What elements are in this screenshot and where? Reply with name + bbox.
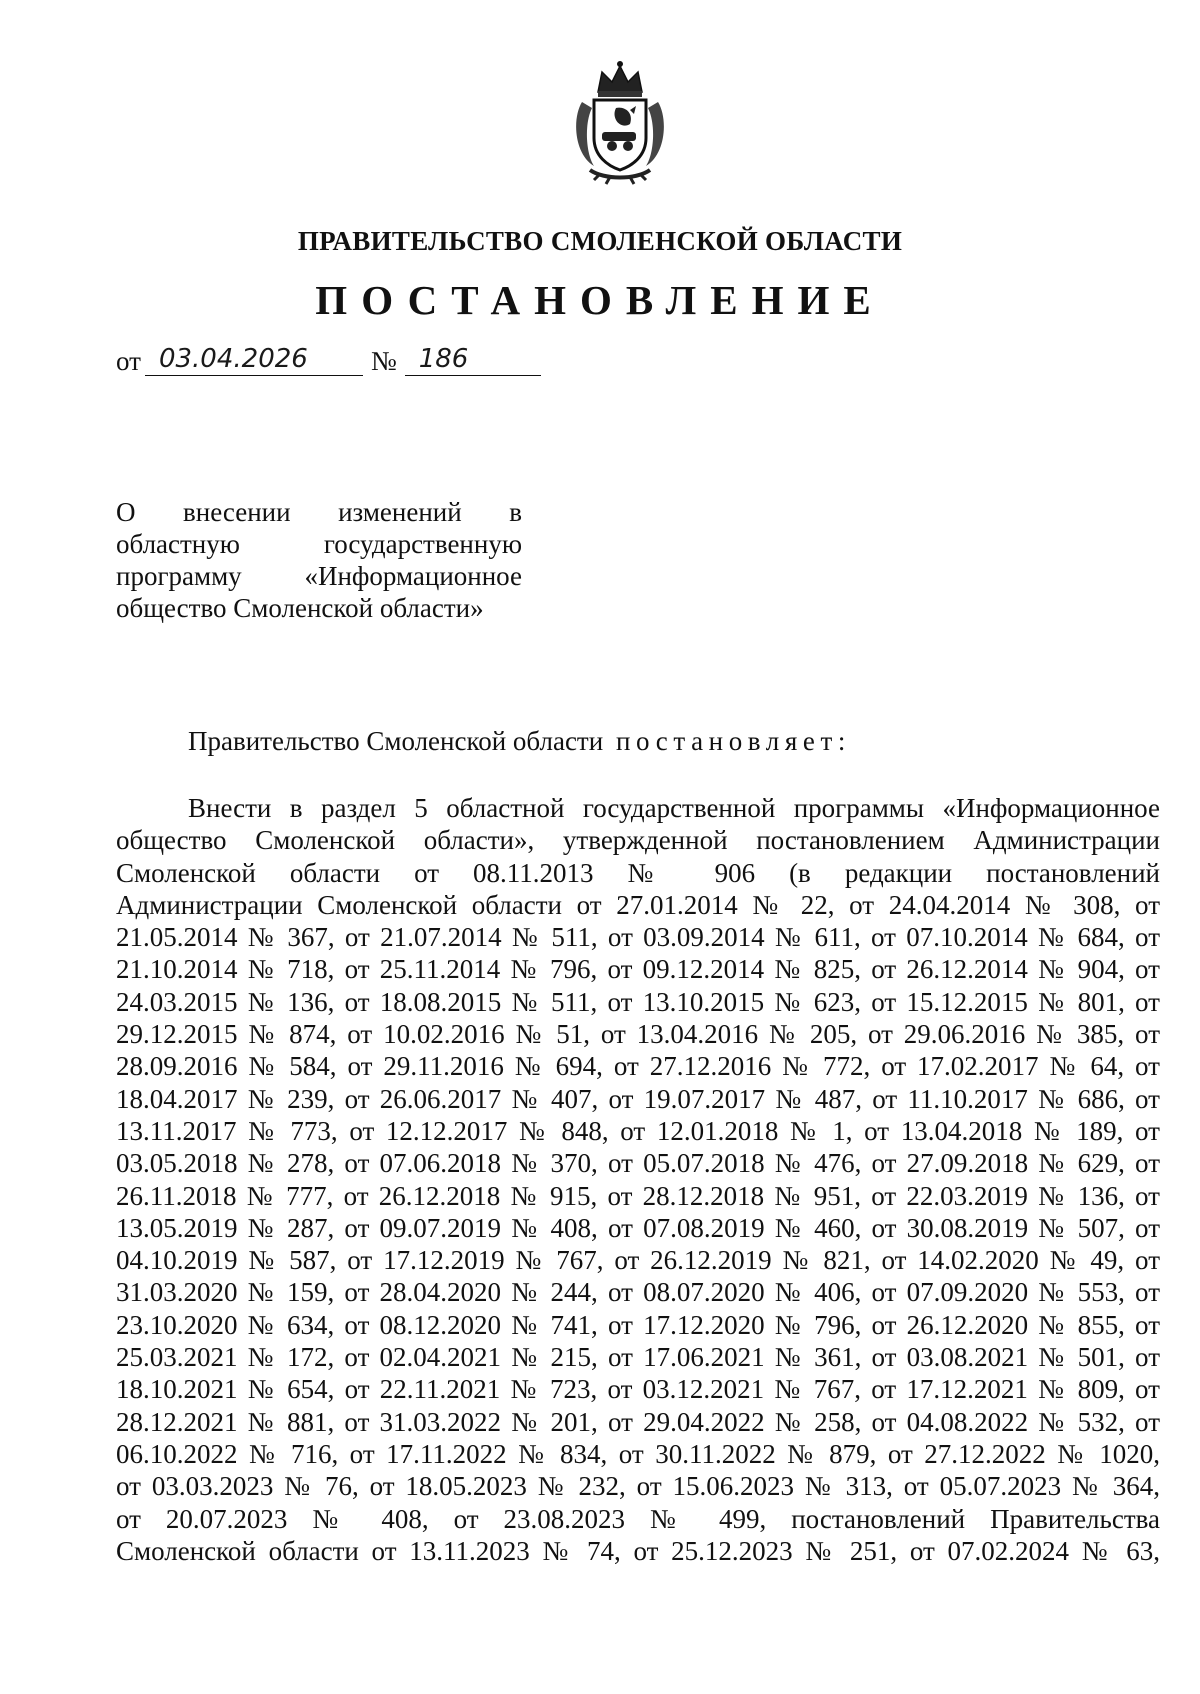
body-line: 04.10.2019 № 587, от 17.12.2019 № 767, от 26.12.2019 № 821, от 14.02.2020 № 49, от (116, 1245, 1160, 1276)
body-line: 21.10.2014 № 718, от 25.11.2014 № 796, от 09.12.2014 № 825, от 26.12.2014 № 904, от (116, 954, 1160, 985)
body-line: 06.10.2022 № 716, от 17.11.2022 № 834, от 30.11.2022 № 879, от 27.12.2022 № 1020, (116, 1438, 1160, 1469)
body-line: Администрации Смоленской области от 27.01.2014 № 22, от 24.04.2014 № 308, от (116, 889, 1160, 920)
date-label: от (116, 346, 141, 376)
body-line: 18.04.2017 № 239, от 26.06.2017 № 407, от 19.07.2017 № 487, от 11.10.2017 № 686, от (116, 1083, 1160, 1114)
subject-line: программу «Информационное (116, 561, 522, 591)
body-line: от 20.07.2023 № 408, от 23.08.2023 № 499, постановлений Правительства (116, 1503, 1160, 1534)
coat-of-arms-emblem (564, 58, 676, 186)
document-subject (116, 496, 522, 624)
subject-line: областную государственную (116, 529, 522, 559)
issuing-authority: ПРАВИТЕЛЬСТВО СМОЛЕНСКОЙ ОБЛАСТИ (297, 226, 903, 256)
body-line: Смоленской области от 13.11.2023 № 74, от 25.12.2023 № 251, от 07.02.2024 № 63, (116, 1535, 1160, 1566)
body-line: Внести в раздел 5 областной государственной программы «Информационное (188, 793, 1160, 823)
body-line: 13.11.2017 № 773, от 12.12.2017 № 848, от 12.01.2018 № 1, от 13.04.2018 № 189, от (116, 1115, 1160, 1146)
body-line: 28.12.2021 № 881, от 31.03.2022 № 201, от 29.04.2022 № 258, от 04.08.2022 № 532, от (116, 1406, 1160, 1437)
preamble-verb: постановляет: (615, 726, 851, 756)
body-line: общество Смоленской области», утвержденной постановлением Администрации (116, 825, 1160, 856)
subject-line: общество Смоленской области» (116, 593, 484, 623)
body-line: 26.11.2018 № 777, от 26.12.2018 № 915, от 28.12.2018 № 951, от 22.03.2019 № 136, от (116, 1180, 1160, 1211)
number-field: 186 (405, 344, 541, 376)
body-line: 21.05.2014 № 367, от 21.07.2014 № 511, от 03.09.2014 № 611, от 07.10.2014 № 684, от (116, 922, 1160, 953)
registration-line (116, 340, 541, 376)
body-line: от 03.03.2023 № 76, от 18.05.2023 № 232, от 15.06.2023 № 313, от 05.07.2023 № 364, (116, 1471, 1160, 1502)
body-line: 24.03.2015 № 136, от 18.08.2015 № 511, от 13.10.2015 № 623, от 15.12.2015 № 801, от (116, 986, 1160, 1017)
body-line: 03.05.2018 № 278, от 07.06.2018 № 370, от 05.07.2018 № 476, от 27.09.2018 № 629, от (116, 1148, 1160, 1179)
subject-line: О внесении изменений в (116, 497, 522, 527)
document-type: ПОСТАНОВЛЕНИЕ (315, 277, 885, 323)
body-line: 13.05.2019 № 287, от 09.07.2019 № 408, от 07.08.2019 № 460, от 30.08.2019 № 507, от (116, 1212, 1160, 1243)
body-line: 18.10.2021 № 654, от 22.11.2021 № 723, от 03.12.2021 № 767, от 17.12.2021 № 809, от (116, 1374, 1160, 1405)
body-line: Смоленской области от 08.11.2013 № 906 (в редакции постановлений (116, 857, 1160, 888)
date-field: 03.04.2026 (145, 344, 363, 376)
body-line: 25.03.2021 № 172, от 02.04.2021 № 215, от 17.06.2021 № 361, от 03.08.2021 № 501, от (116, 1342, 1160, 1373)
body-line: 31.03.2020 № 159, от 28.04.2020 № 244, от 08.07.2020 № 406, от 07.09.2020 № 553, от (116, 1277, 1160, 1308)
body-line: 29.12.2015 № 874, от 10.02.2016 № 51, от 13.04.2016 № 205, от 29.06.2016 № 385, от (116, 1019, 1160, 1050)
body-paragraph (116, 792, 1160, 1567)
smolensk-coat-of-arms-icon (564, 58, 676, 186)
body-line: 23.10.2020 № 634, от 08.12.2020 № 741, от 17.12.2020 № 796, от 26.12.2020 № 855, от (116, 1309, 1160, 1340)
number-label: № (370, 346, 397, 376)
preamble (188, 726, 851, 757)
preamble-text: Правительство Смоленской области (188, 726, 604, 756)
body-line: 28.09.2016 № 584, от 29.11.2016 № 694, от 27.12.2016 № 772, от 17.02.2017 № 64, от (116, 1051, 1160, 1082)
